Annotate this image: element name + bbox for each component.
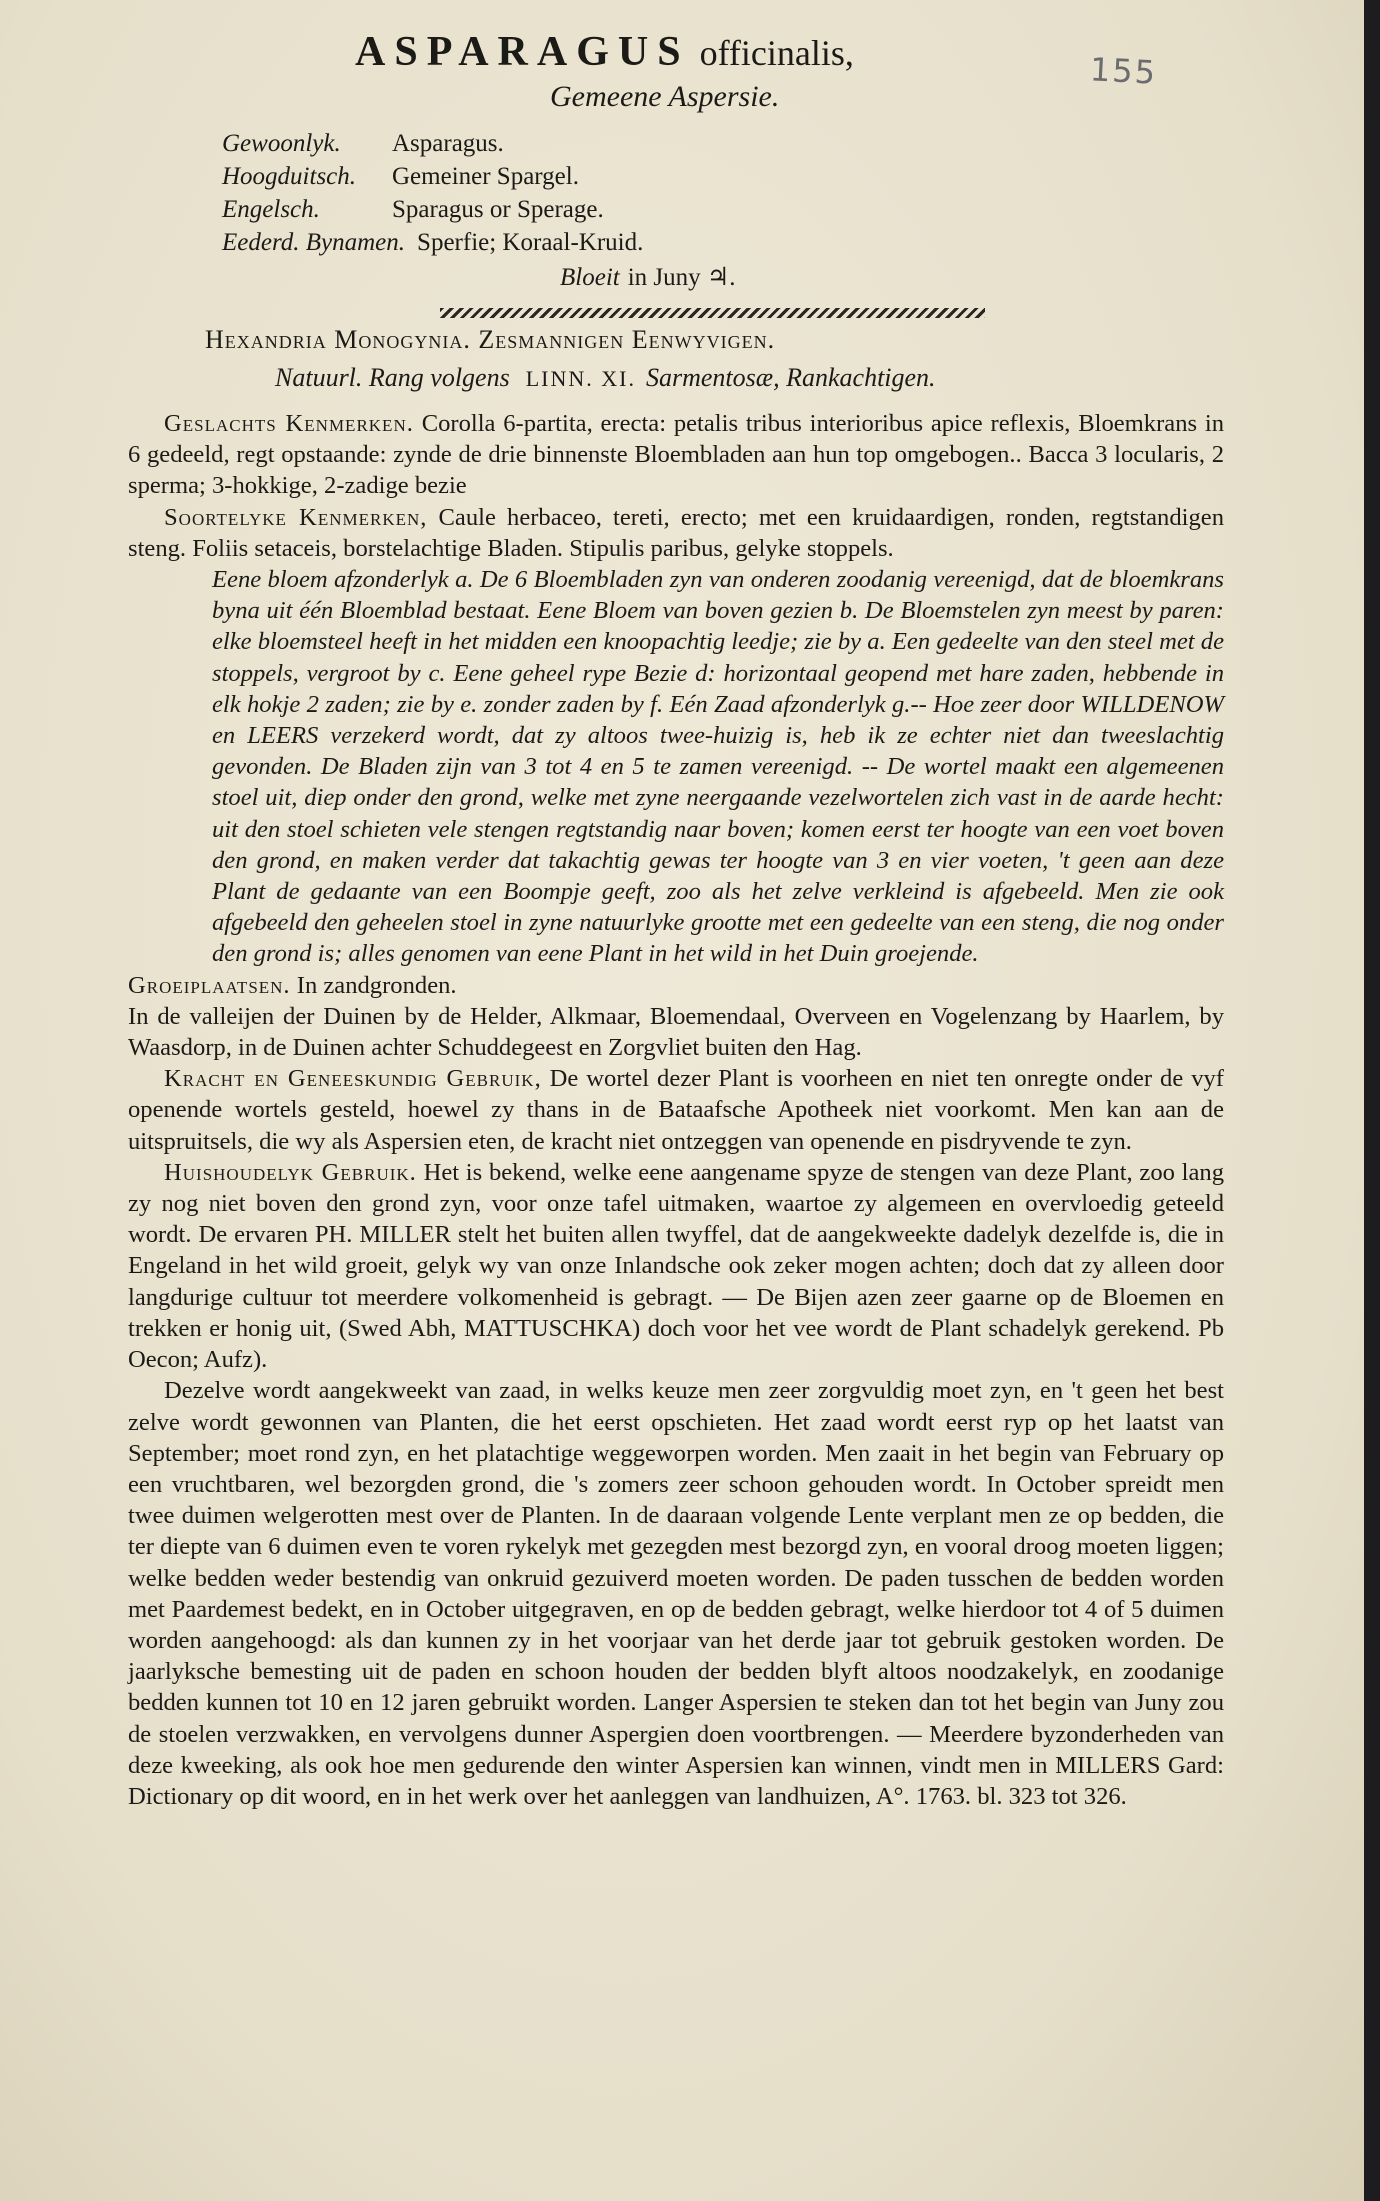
name-label: Hoogduitsch. — [222, 163, 357, 190]
section-medicinal-use: Kracht en Geneeskundig Gebruik, De wortel dezer Plant is voorheen en niet ten onregte onder de vyf openende wortels gesteld, hoewel zy thans in de Bataafsche Apotheek niet voorkomt. Men kan aan de uitspruitsels, die wy als Aspersien eten, de kracht niet ontzeggen van openende en pisdryvende te zyn. — [128, 1065, 1224, 1155]
section-genus-characters: Geslachts Kenmerken. Corolla 6-partita, erecta: petalis tribus interioribus apice reflexis, Bloemkrans in 6 gedeeld, regt opstaande: zynde de drie binnenste Bloembladen aan hun top omgebogen.. Bacca 3 locularis, 2 sperma; 3-hokkige, 2-zadige bezie — [128, 410, 1225, 500]
order-author: LINN. XI. — [525, 366, 636, 391]
name-value: Gemeiner Spargel. — [392, 163, 579, 190]
section-household-use: Huishoudelyk Gebruik. Het is bekend, welke eene aangename spyze de stengen van deze Plant, zoo lang zy nog niet boven den grond zyn, voor onze tafel uitmaken, waartoe zy algemeen en overvloedig geteeld wordt. De ervaren PH. MILLER stelt het buiten allen twyffel, dat de aangekweekte dadelyk dezelfde is, die in Engeland in het wild groeit, gelyk wy van onze Inlandsche ook zeker mogen achten; doch dat zy alleen door langdurige cultuur tot meerdere volkomenheid is gebragt. — De Bijen azen zeer gaarne op de Bloemen en trekken er honig uit, (Swed Abh, MATTUSCHKA) doch voor het vee wordt de Plant schadelyk gerekend. Pb Oecon; Aufz). — [128, 1158, 1225, 1374]
section-cultivation: Dezelve wordt aangekweekt van zaad, in welks keuze men zeer zorgvuldig moet zyn, en 't geen het best zelve wordt gewonnen van Planten, die het eerst opschieten. Het zaad wordt eerst ryp op het laatst van September; moet rond zyn, en het platachtige weggeworpen worden. Men zaait in het begin van February op een vruchtbaren, wel bezorgden grond, die 's zomers zeer schoon gehouden wordt. In October spreidt men twee duimen welgerotten mest over de Planten. In de daaraan volgende Lente verplant men ze op bedden, die ter diepte van 6 duimen even te voren rykelyk met gezegden mest bezorgd zyn, en vooral droog moeten liggen; welke bedden weder bestendig van onkruid gezuiverd moeten worden. De paden tusschen de bedden worden met Paardemest bedekt, en in October uitgegraven, en op de bedden gebragt, welke hierdoor tot 4 of 5 duimen worden aangehoogd: als dan kunnen zy in het voorjaar van het derde jaar tot gebruik gestoken worden. De jaarlyksche bemesting uit de paden en schoon houden der bedden blyft altoos noodzakelyk, en zoodanige bedden kunnen tot 10 en 12 jaren gebruikt worden. Langer Aspersien te steken dan tot het begin van Juny zou de stoelen verzwakken, en vervolgens dunner Aspergien doen voortbrengen. — Meerdere byzonderheden van deze kweeking, als ook hoe men gedurende den winter Aspersien kan winnen, vindt men in MILLERS Gard: Dictionary op dit woord, en in het werk over het aanleggen van landhuizen, A°. 1763. bl. 323 tot 326. — [128, 1377, 1224, 1810]
description-body — [128, 408, 1224, 1812]
page-number: 155 — [1089, 50, 1159, 92]
section-habitat: Groeiplaatsen. In zandgronden. — [128, 971, 457, 999]
name-label: Gewoonlyk. — [222, 130, 341, 157]
name-label: Engelsch. — [222, 196, 320, 223]
flowering-time — [560, 262, 736, 292]
flowering-value: in Juny ♃. — [627, 264, 736, 291]
section-plate-description: Eene bloem afzonderlyk a. De 6 Bloembladen zyn van onderen zoodanig vereenigd, dat de bloemkrans byna uit één Bloemblad bestaat. Eene Bloem van boven gezien b. De Bloemstelen zyn meest by paren: elke bloemsteel heeft in het midden een knoopachtig leedje; zie by a. Een gedeelte van den steel met de stoppels, vergroot by c. Eene geheel rype Bezie d: horizontaal geopend met hare zaden, hebbende in elk hokje 2 zaden; zie by e. zonder zaden by f. Eén Zaad afzonderlyk g.-- Hoe zeer door WILLDENOW en LEERS verzekerd wordt, dat zy altoos twee-huizig is, heb ik ze echter niet dan tweeslachtig gevonden. De Bladen zijn van 3 tot 4 en 5 te zamen vereenigd. -- De wortel maakt een algemeenen stoel uit, diep onder den grond, welke met zyne neergaande vezelwortelen zich vast in de aarde hecht: uit den stoel schieten vele stengen regtstandig naar boven; komen eerst ter hoogte van een voet boven den grond, en maken verder dat takachtig gewas ter hoogte van 3 en vier voeten, 't geen aan deze Plant de gedaante van een Boompje geeft, zoo als het zelve verkleind is afgebeeld. Men zie ook afgebeeld den geheelen stoel in zyne natuurlyke grootte met een gedeelte van een steng, die nog onder den grond is; alles genomen van eene Plant in het wild in het Duin groejende. — [212, 566, 1224, 968]
page-title — [355, 28, 854, 76]
genus-name: ASPARAGUS — [355, 29, 690, 75]
name-row — [222, 127, 643, 160]
vernacular-names — [222, 127, 643, 259]
species-name: officinalis, — [699, 33, 854, 73]
name-row — [222, 160, 643, 193]
section-localities: In de valleijen der Duinen by de Helder, Alkmaar, Bloemendaal, Overveen en Vogelenzang by Haarlem, by Waasdorp, in de Duinen achter Schuddegeest en Zorgvliet buiten den Hag. — [128, 1002, 1224, 1062]
name-value: Sperfie; Koraal-Kruid. — [417, 229, 644, 256]
natural-order — [275, 363, 942, 393]
name-label: Eederd. Bynamen. — [222, 229, 406, 256]
name-row — [222, 226, 643, 259]
name-value: Sparagus or Sperage. — [392, 196, 604, 223]
order-label: Natuurl. Rang volgens — [275, 363, 510, 392]
flowering-label: Bloeit — [560, 264, 620, 291]
name-row — [222, 193, 643, 226]
ornamental-divider — [440, 308, 985, 318]
linnaean-class: Hexandria Monogynia. Zesmannigen Eenwyvigen. — [205, 325, 776, 354]
name-value: Asparagus. — [392, 130, 504, 157]
common-name: Gemeene Aspersie. — [550, 80, 780, 113]
section-species-characters: Soortelyke Kenmerken, Caule herbaceo, tereti, erecto; met een kruidaardigen, ronden, regtstandigen steng. Foliis setaceis, borstelachtige Bladen. Stipulis paribus, gelyke stoppels. — [128, 503, 1224, 562]
order-value: Sarmentosæ, Rankachtigen. — [645, 363, 936, 392]
